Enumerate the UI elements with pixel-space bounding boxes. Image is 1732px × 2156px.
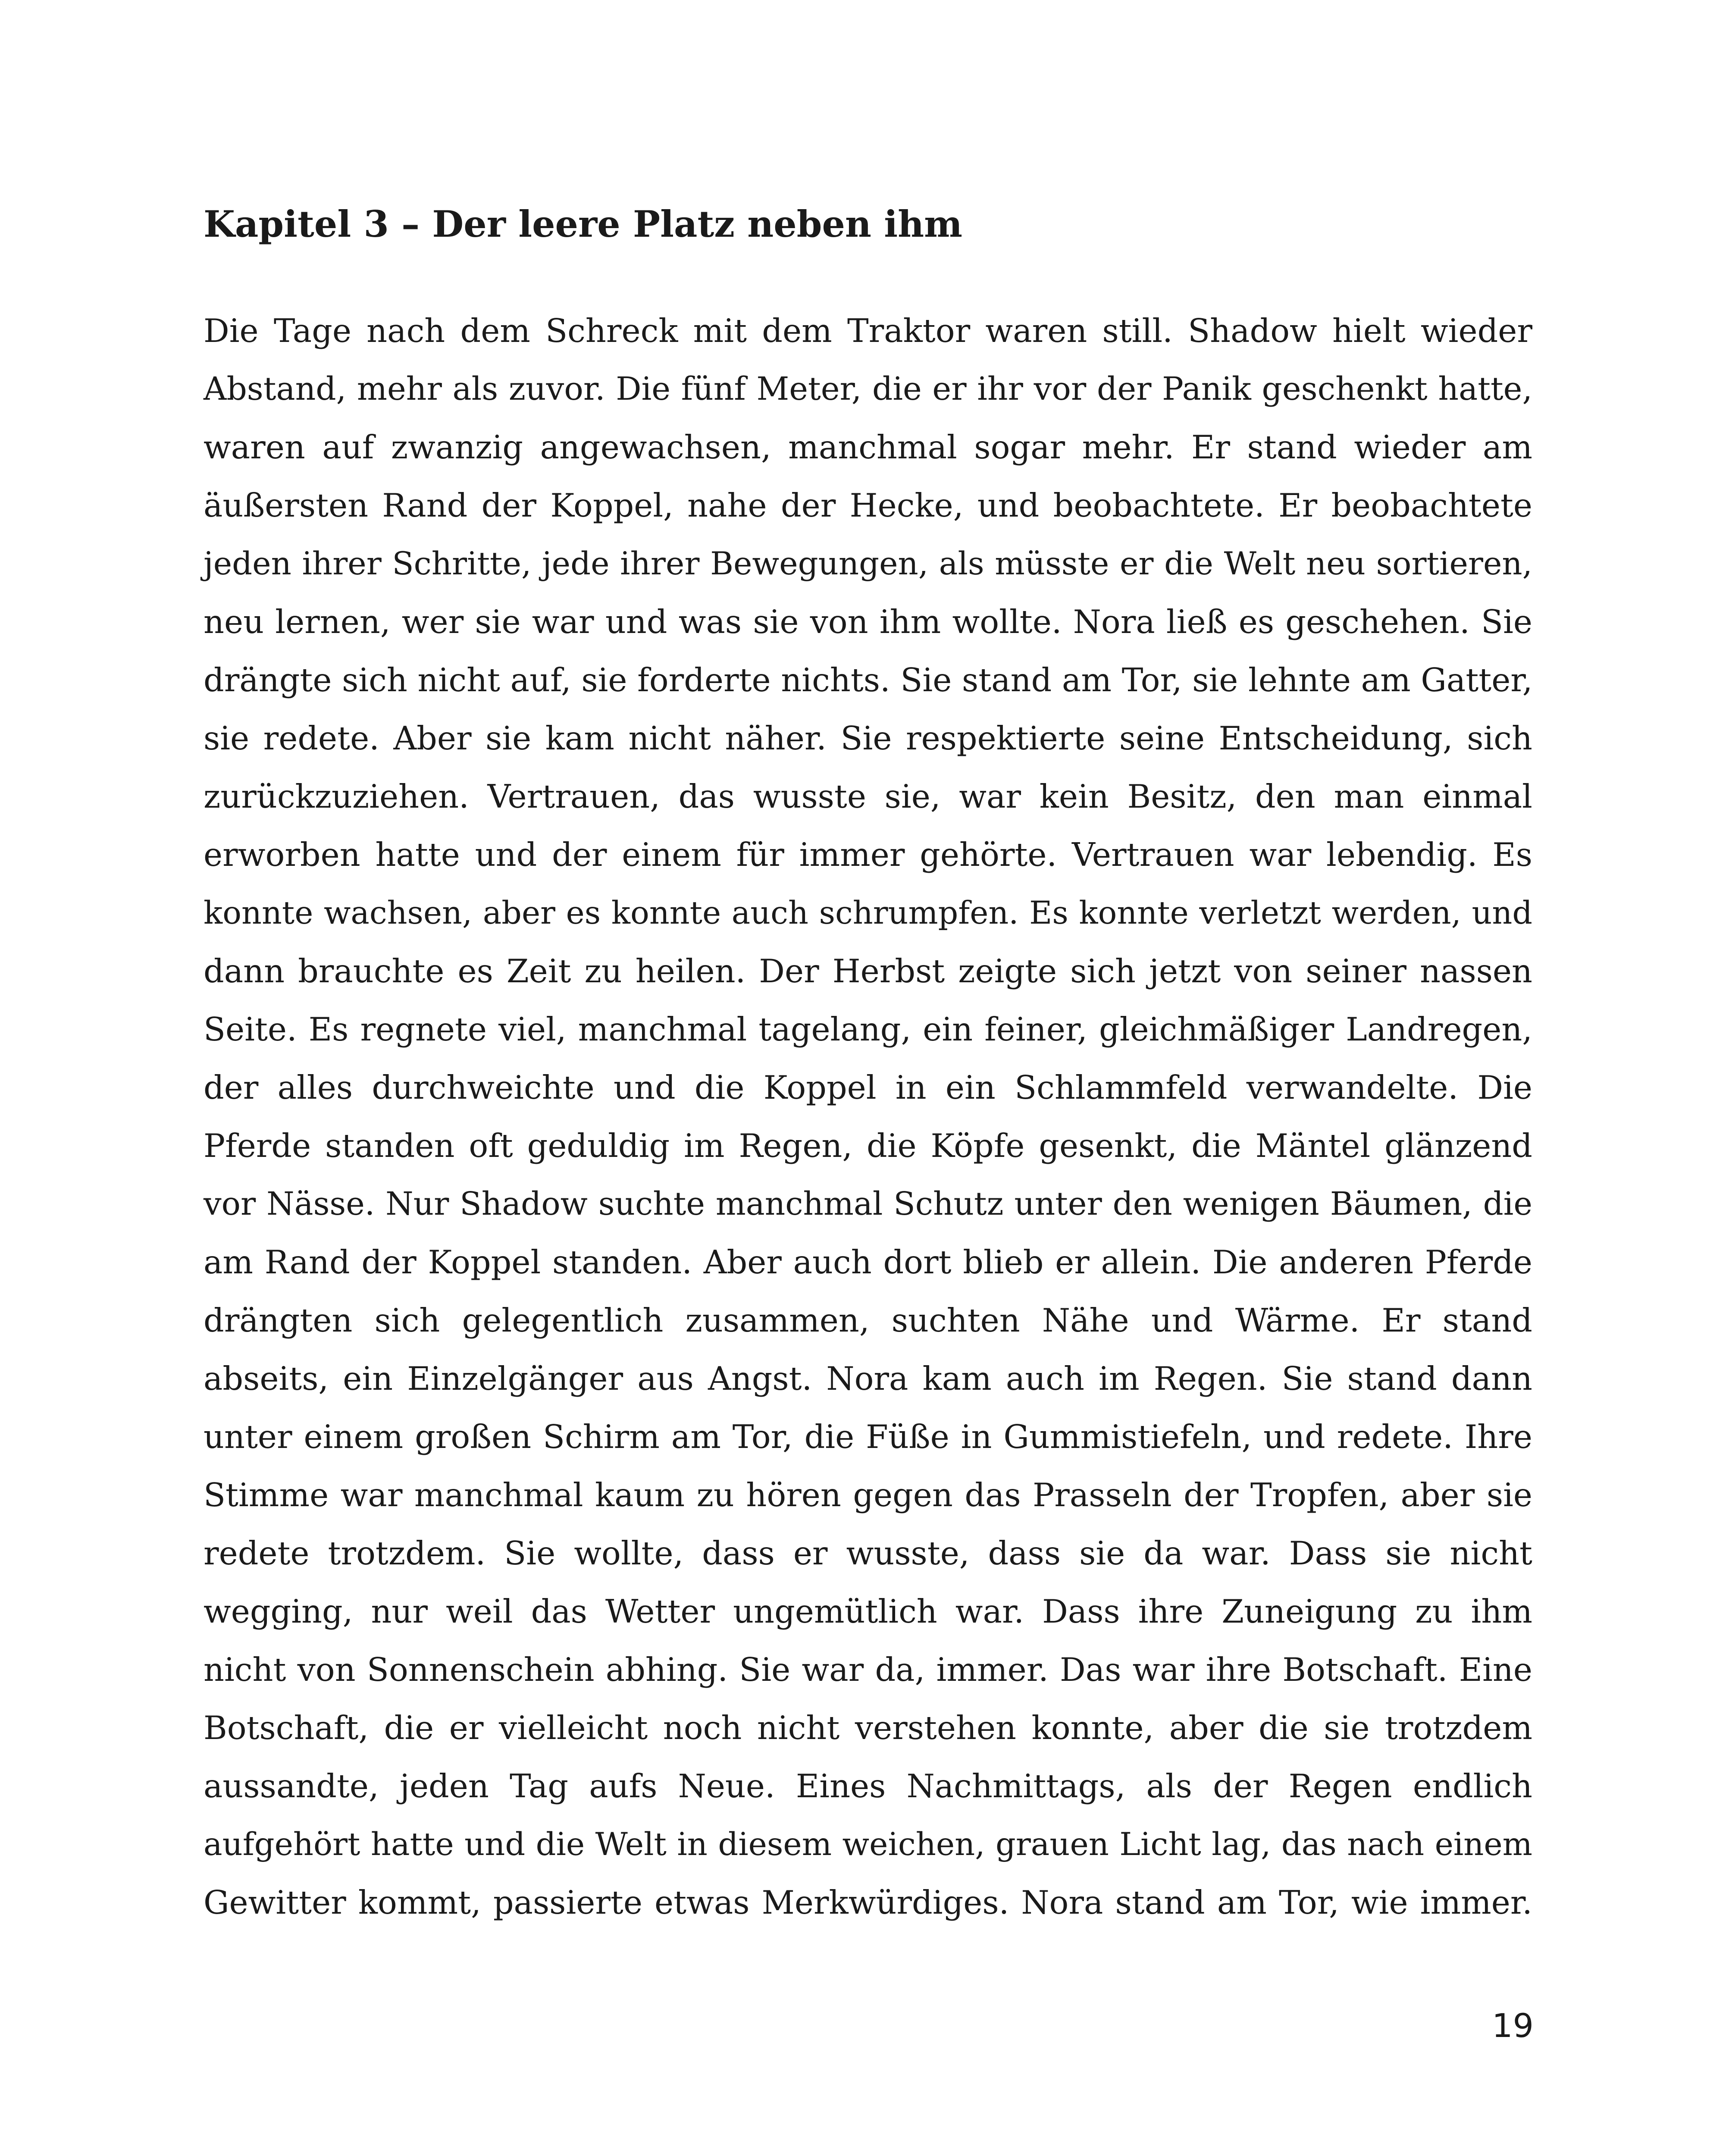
text-line: neu lernen, wer sie war und was sie von ihm wollte. Nora ließ es geschehen. Sie [204, 603, 1532, 641]
text-line: unter einem großen Schirm am Tor, die Füße in Gummistiefeln, und redete. Ihre [204, 1418, 1532, 1456]
text-line: aufgehört hatte und die Welt in diesem weichen, grauen Licht lag, das nach einem [204, 1826, 1532, 1863]
text-line: drängte sich nicht auf, sie forderte nichts. Sie stand am Tor, sie lehnte am Gatter, [204, 661, 1533, 699]
text-line: wegging, nur weil das Wetter ungemütlich war. Dass ihre Zuneigung zu ihm [204, 1593, 1532, 1630]
text-line: waren auf zwanzig angewachsen, manchmal sogar mehr. Er stand wieder am [204, 429, 1532, 466]
text-line: Die Tage nach dem Schreck mit dem Traktor waren still. Shadow hielt wieder [204, 312, 1532, 350]
text-line: Stimme war manchmal kaum zu hören gegen das Prasseln der Tropfen, aber sie [204, 1476, 1532, 1514]
text-line: redete trotzdem. Sie wollte, dass er wusste, dass sie da war. Dass sie nicht [204, 1535, 1532, 1572]
text-line: zurückzuziehen. Vertrauen, das wusste sie, war kein Besitz, den man einmal [204, 778, 1532, 815]
page-number: 19 [1492, 2006, 1534, 2045]
text-line: Botschaft, die er vielleicht noch nicht verstehen konnte, aber die sie trotzdem [204, 1709, 1532, 1747]
text-line: Pferde standen oft geduldig im Regen, die Köpfe gesenkt, die Mäntel glänzend [204, 1127, 1532, 1165]
text-line: abseits, ein Einzelgänger aus Angst. Nora kam auch im Regen. Sie stand dann [204, 1360, 1532, 1398]
chapter-body [204, 302, 1532, 1932]
text-line: erworben hatte und der einem für immer gehörte. Vertrauen war lebendig. Es [204, 836, 1532, 874]
text-line: äußersten Rand der Koppel, nahe der Hecke, und beobachtete. Er beobachtete [204, 487, 1532, 524]
text-line: dann brauchte es Zeit zu heilen. Der Herbst zeigte sich jetzt von seiner nassen [204, 953, 1532, 990]
text-line: nicht von Sonnenschein abhing. Sie war da, immer. Das war ihre Botschaft. Eine [204, 1651, 1532, 1689]
text-line: Gewitter kommt, passierte etwas Merkwürdiges. Nora stand am Tor, wie immer. [204, 1884, 1532, 1921]
text-line: Seite. Es regnete viel, manchmal tagelang, ein feiner, gleichmäßiger Landregen, [204, 1011, 1532, 1048]
text-line: vor Nässe. Nur Shadow suchte manchmal Schutz unter den wenigen Bäumen, die [204, 1186, 1532, 1222]
text-line: aussandte, jeden Tag aufs Neue. Eines Nachmittags, als der Regen endlich [204, 1767, 1532, 1805]
text-line: der alles durchweichte und die Koppel in ein Schlammfeld verwandelte. Die [204, 1069, 1532, 1106]
text-line: am Rand der Koppel standen. Aber auch dort blieb er allein. Die anderen Pferde [204, 1244, 1532, 1281]
text-line: jeden ihrer Schritte, jede ihrer Bewegungen, als müsste er die Welt neu sortieren, [204, 545, 1532, 582]
chapter-title: Kapitel 3 – Der leere Platz neben ihm [204, 203, 963, 245]
text-line: sie redete. Aber sie kam nicht näher. Sie respektierte seine Entscheidung, sich [204, 720, 1532, 757]
text-line: konnte wachsen, aber es konnte auch schrumpfen. Es konnte verletzt werden, und [204, 895, 1532, 931]
text-line: Abstand, mehr als zuvor. Die fünf Meter, die er ihr vor der Panik geschenkt hatte, [204, 370, 1532, 407]
text-line: drängten sich gelegentlich zusammen, suchten Nähe und Wärme. Er stand [204, 1302, 1532, 1339]
